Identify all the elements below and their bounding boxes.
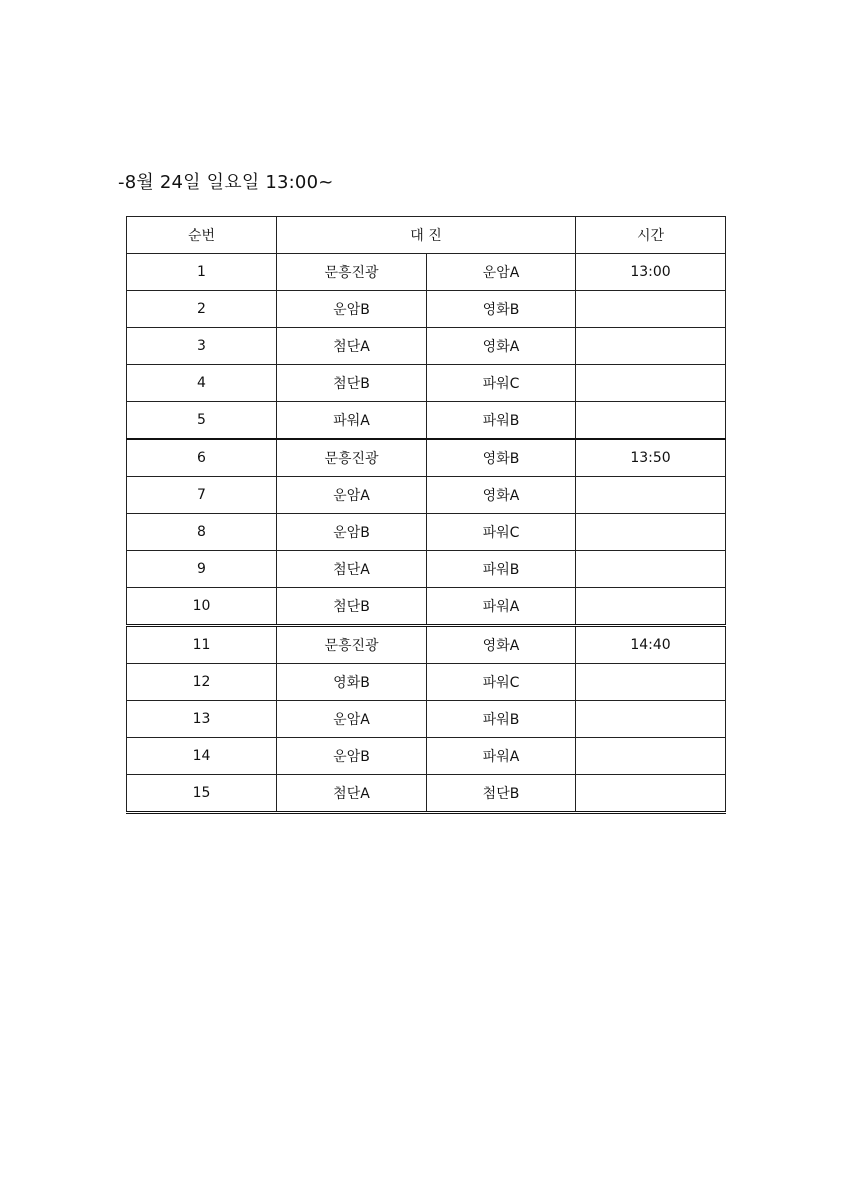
table-row <box>127 701 726 738</box>
cell-home-team: 첨단A <box>277 551 427 588</box>
cell-time <box>576 402 726 440</box>
table-row <box>127 365 726 402</box>
table-row <box>127 291 726 328</box>
cell-away-team: 영화B <box>427 439 576 477</box>
cell-time <box>576 291 726 328</box>
cell-time <box>576 701 726 738</box>
cell-order: 8 <box>127 514 277 551</box>
cell-away-team: 영화A <box>427 328 576 365</box>
table-header-row <box>127 217 726 254</box>
cell-away-team: 파워B <box>427 701 576 738</box>
cell-home-team: 영화B <box>277 664 427 701</box>
cell-home-team: 첨단B <box>277 365 427 402</box>
cell-away-team: 파워B <box>427 402 576 440</box>
table-row <box>127 477 726 514</box>
table-row <box>127 439 726 477</box>
cell-time <box>576 328 726 365</box>
cell-home-team: 운암A <box>277 477 427 514</box>
cell-time <box>576 477 726 514</box>
table-row <box>127 626 726 664</box>
cell-order: 13 <box>127 701 277 738</box>
cell-order: 4 <box>127 365 277 402</box>
cell-home-team: 첨단A <box>277 775 427 813</box>
cell-away-team: 영화A <box>427 477 576 514</box>
cell-time <box>576 775 726 813</box>
cell-home-team: 운암B <box>277 514 427 551</box>
cell-away-team: 파워B <box>427 551 576 588</box>
header-time: 시간 <box>576 217 726 254</box>
cell-time <box>576 664 726 701</box>
cell-order: 5 <box>127 402 277 440</box>
cell-time <box>576 738 726 775</box>
cell-time: 13:00 <box>576 254 726 291</box>
cell-time <box>576 588 726 626</box>
cell-home-team: 운암B <box>277 291 427 328</box>
cell-order: 11 <box>127 626 277 664</box>
cell-home-team: 첨단B <box>277 588 427 626</box>
cell-away-team: 첨단B <box>427 775 576 813</box>
cell-away-team: 운암A <box>427 254 576 291</box>
cell-home-team: 문흥진광 <box>277 439 427 477</box>
table-row <box>127 775 726 813</box>
cell-order: 1 <box>127 254 277 291</box>
table-row <box>127 328 726 365</box>
cell-away-team: 파워C <box>427 365 576 402</box>
table-row <box>127 664 726 701</box>
match-schedule-table <box>126 216 726 814</box>
cell-time: 13:50 <box>576 439 726 477</box>
header-match: 대 진 <box>277 217 576 254</box>
cell-away-team: 영화A <box>427 626 576 664</box>
cell-order: 12 <box>127 664 277 701</box>
cell-order: 7 <box>127 477 277 514</box>
cell-order: 10 <box>127 588 277 626</box>
cell-order: 9 <box>127 551 277 588</box>
cell-away-team: 파워C <box>427 664 576 701</box>
cell-order: 2 <box>127 291 277 328</box>
cell-home-team: 문흥진광 <box>277 626 427 664</box>
cell-away-team: 파워A <box>427 738 576 775</box>
table-row <box>127 514 726 551</box>
table-row <box>127 551 726 588</box>
cell-home-team: 운암B <box>277 738 427 775</box>
cell-order: 6 <box>127 439 277 477</box>
cell-order: 3 <box>127 328 277 365</box>
table-row <box>127 254 726 291</box>
header-order: 순번 <box>127 217 277 254</box>
cell-home-team: 파워A <box>277 402 427 440</box>
cell-order: 15 <box>127 775 277 813</box>
cell-away-team: 파워A <box>427 588 576 626</box>
cell-time <box>576 365 726 402</box>
table-row <box>127 588 726 626</box>
cell-home-team: 첨단A <box>277 328 427 365</box>
table-row <box>127 738 726 775</box>
cell-away-team: 영화B <box>427 291 576 328</box>
cell-home-team: 운암A <box>277 701 427 738</box>
cell-time <box>576 551 726 588</box>
cell-order: 14 <box>127 738 277 775</box>
cell-home-team: 문흥진광 <box>277 254 427 291</box>
cell-time <box>576 514 726 551</box>
page-heading: -8월 24일 일요일 13:00~ <box>118 172 334 193</box>
cell-time: 14:40 <box>576 626 726 664</box>
table-row <box>127 402 726 440</box>
cell-away-team: 파워C <box>427 514 576 551</box>
